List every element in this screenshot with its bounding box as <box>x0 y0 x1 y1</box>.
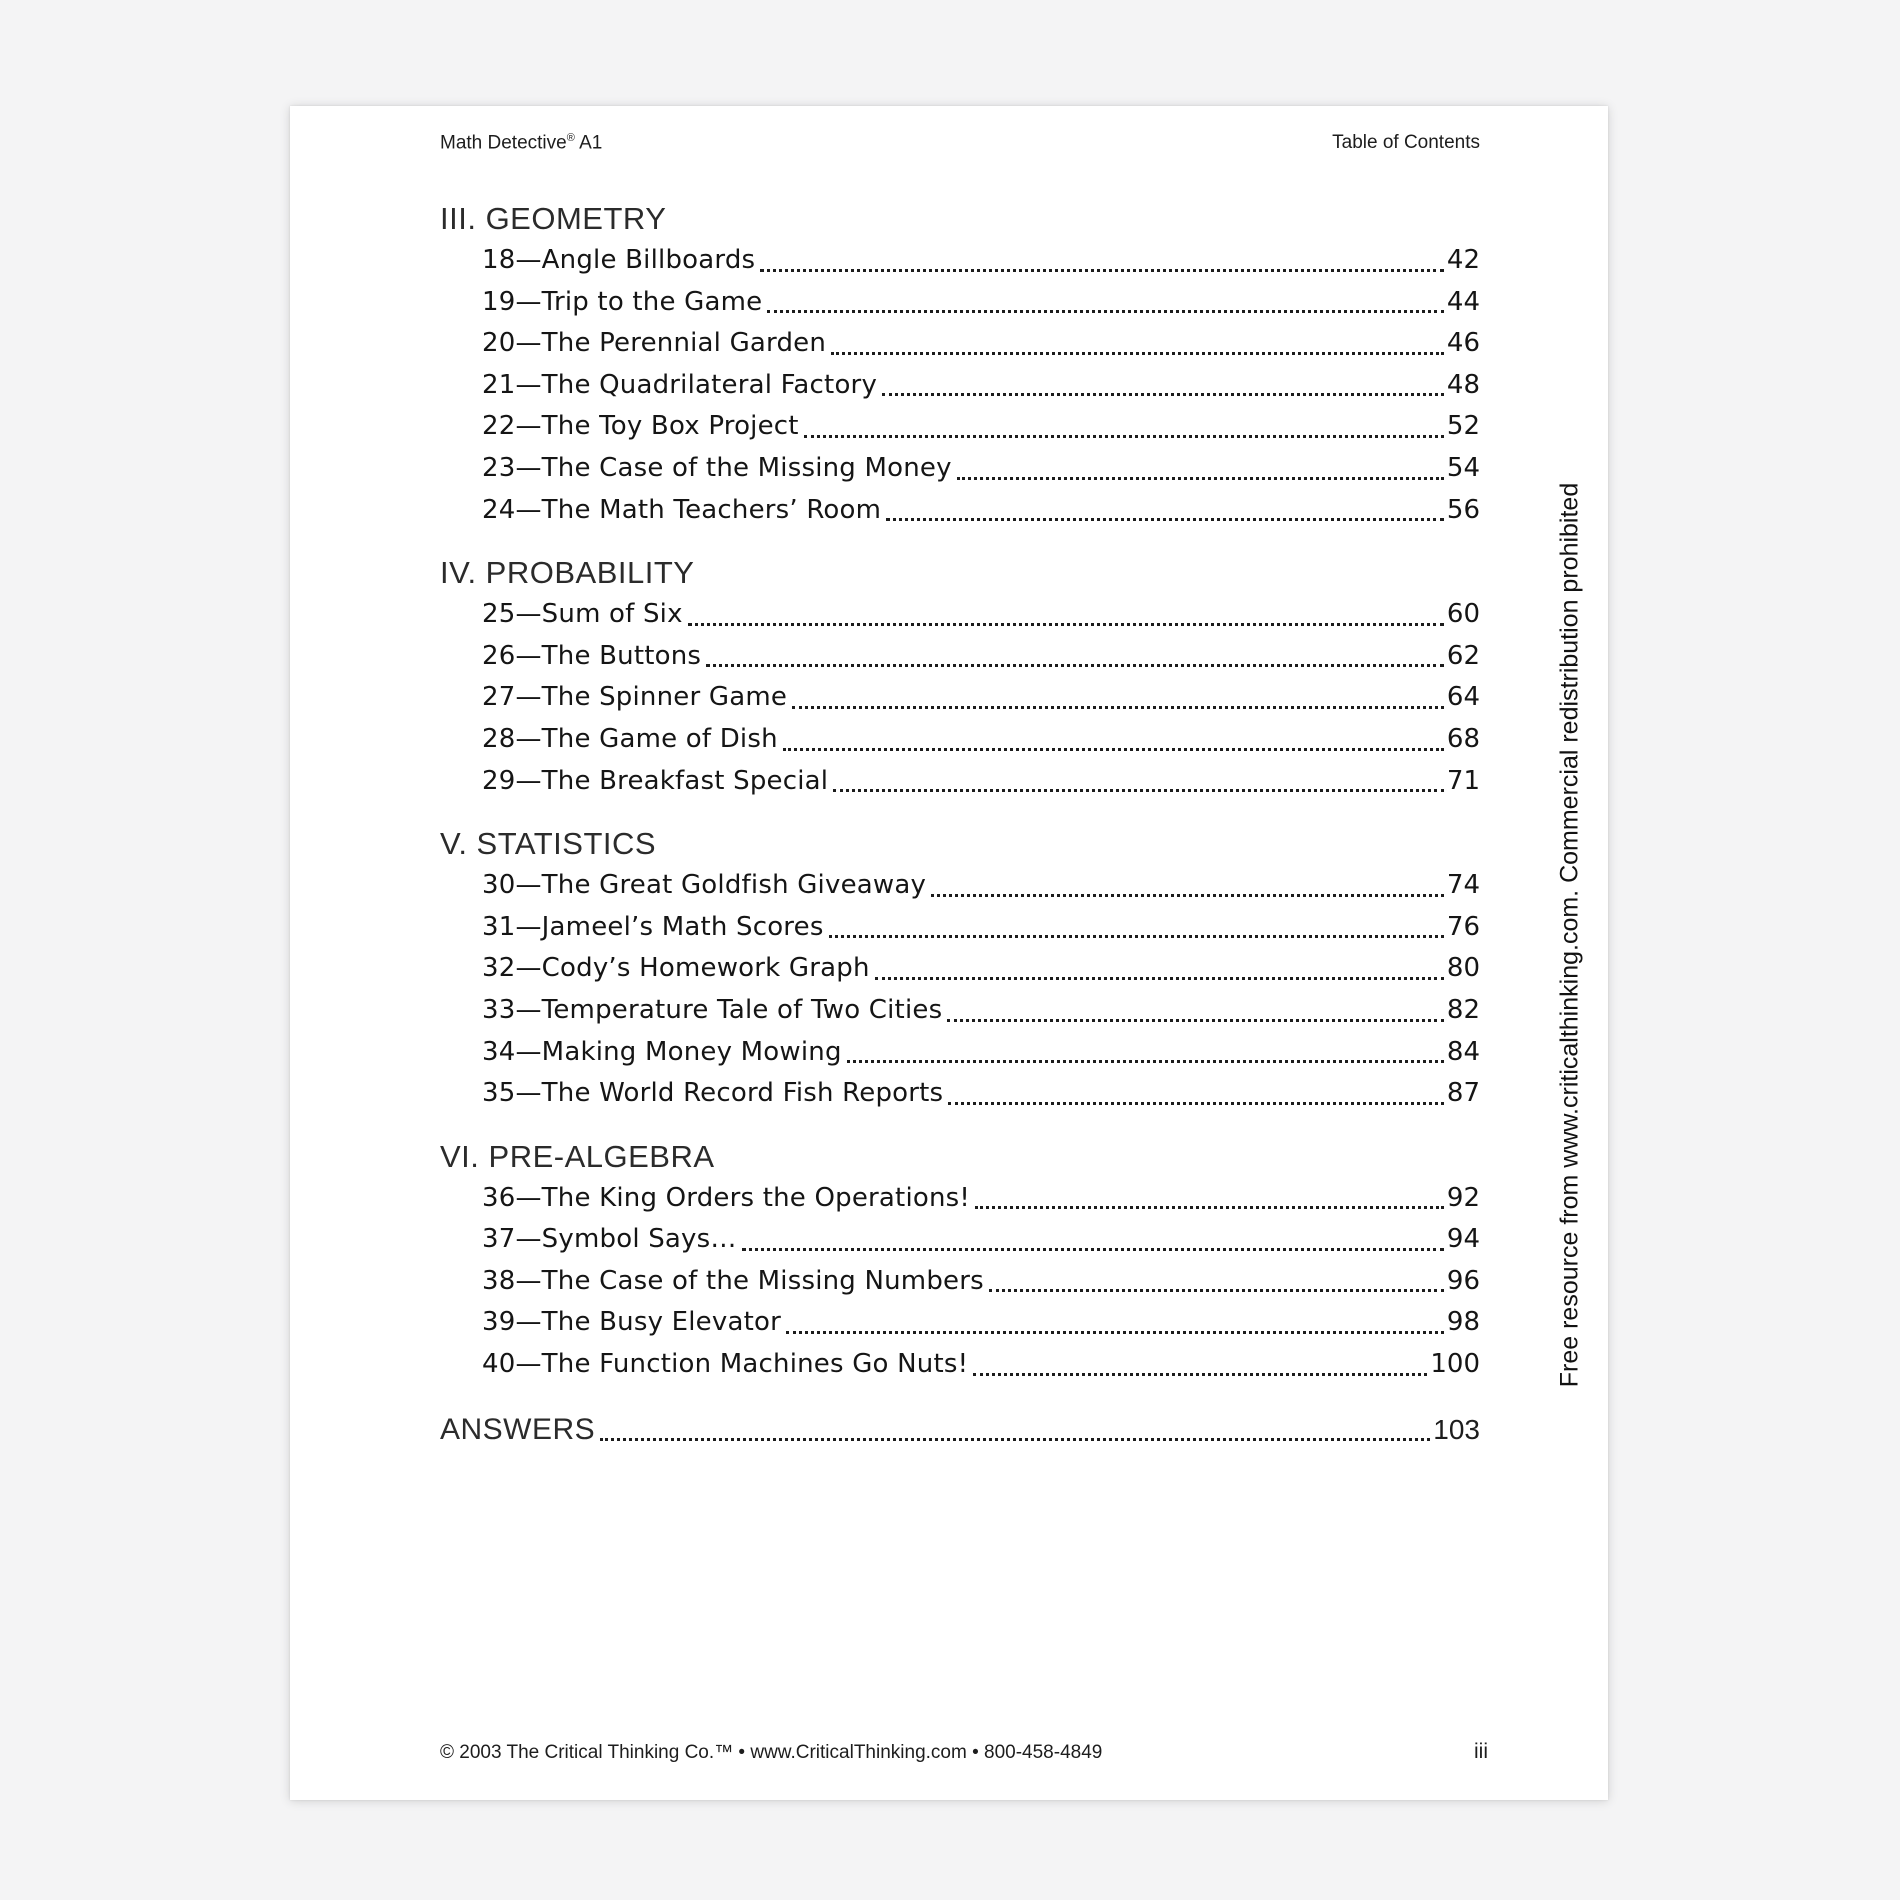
toc-entry-label: 29—The Breakfast Special <box>482 765 829 796</box>
registered-trademark-symbol: ® <box>566 132 575 144</box>
header-brand-text: Math Detective <box>440 132 567 154</box>
toc-entry-label: 34—Making Money Mowing <box>482 1036 842 1067</box>
toc-entry-label: 32—Cody’s Homework Graph <box>482 953 870 984</box>
toc-entry <box>440 406 1480 448</box>
dot-leader <box>829 935 1444 938</box>
toc-entry <box>440 719 1480 761</box>
dot-leader <box>957 477 1444 480</box>
answers-label: ANSWERS <box>440 1412 596 1446</box>
toc-entry-page: 46 <box>1446 328 1480 359</box>
footer-copyright: © 2003 The Critical Thinking Co.™ • www.CriticalThinking.com • 800-458-4849 <box>440 1742 1103 1763</box>
toc-entry-page: 94 <box>1446 1224 1480 1255</box>
dot-leader <box>847 1060 1444 1063</box>
toc-entry <box>440 1073 1480 1115</box>
dot-leader <box>831 352 1444 355</box>
toc-entry-page: 80 <box>1446 953 1480 984</box>
toc-entry-label: 18—Angle Billboards <box>482 245 756 275</box>
toc-entry <box>440 282 1480 324</box>
toc-entry <box>440 1302 1480 1344</box>
dot-leader <box>973 1373 1427 1376</box>
copyright-sidebar-note: Free resource from www.criticalthinking.com. Commercial redistribution prohibited <box>1555 482 1584 1388</box>
answers-row <box>440 1409 1480 1451</box>
toc-entry-page: 74 <box>1446 870 1480 901</box>
dot-leader <box>760 269 1444 272</box>
dot-leader <box>783 748 1444 751</box>
dot-leader <box>948 1102 1444 1105</box>
toc-entry <box>440 990 1480 1032</box>
toc-entry <box>440 907 1480 949</box>
dot-leader <box>786 1331 1444 1334</box>
header-brand-suffix: A1 <box>574 132 603 154</box>
toc-entry-label: 35—The World Record Fish Reports <box>482 1078 944 1109</box>
dot-leader <box>975 1206 1444 1209</box>
toc-entry-page: 64 <box>1446 682 1480 713</box>
dot-leader <box>931 894 1444 897</box>
toc-entry-label: 24—The Math Teachers’ Room <box>482 494 882 525</box>
toc-entry-label: 19—Trip to the Game <box>482 286 763 317</box>
dot-leader <box>742 1248 1444 1251</box>
toc-entry <box>440 490 1480 532</box>
toc-entry-page: 87 <box>1446 1078 1480 1109</box>
toc-entry-page: 84 <box>1446 1036 1480 1067</box>
toc-entry <box>440 677 1480 719</box>
dot-leader <box>688 623 1444 626</box>
dot-leader <box>989 1289 1444 1292</box>
header-book-title <box>440 132 602 154</box>
toc-entry <box>440 594 1480 636</box>
dot-leader <box>706 664 1444 667</box>
toc-entry-label: 23—The Case of the Missing Money <box>482 452 952 483</box>
toc-entry <box>440 636 1480 678</box>
toc-entry-label: 21—The Quadrilateral Factory <box>482 369 878 400</box>
dot-leader <box>804 435 1444 438</box>
toc-entry-label: 25—Sum of Six <box>482 599 683 630</box>
toc-entry-page: 98 <box>1446 1307 1480 1338</box>
toc-entry <box>440 1261 1480 1303</box>
toc-entry-page: 42 <box>1446 245 1480 275</box>
dot-leader <box>767 310 1444 313</box>
toc-entry-label: 27—The Spinner Game <box>482 682 788 713</box>
toc-entry-page: 54 <box>1446 452 1480 483</box>
toc-entry <box>440 1032 1480 1074</box>
toc-entry-page: 96 <box>1446 1265 1480 1296</box>
toc-entry <box>440 323 1480 365</box>
toc-entry-label: 36—The King Orders the Operations! <box>482 1182 971 1213</box>
header-page-title: Table of Contents <box>1332 132 1480 153</box>
dot-leader <box>792 706 1444 709</box>
section-heading: III. GEOMETRY <box>440 201 667 236</box>
section-heading: IV. PROBABILITY <box>440 555 695 591</box>
toc-entry-page: 62 <box>1446 640 1480 671</box>
page-footer <box>440 1740 1488 1764</box>
toc-entry <box>440 240 1480 282</box>
toc-entry-label: 26—The Buttons <box>482 640 702 671</box>
toc-entry-page: 56 <box>1446 494 1480 525</box>
dot-leader <box>882 393 1444 396</box>
toc-entry <box>440 1178 1480 1220</box>
dot-leader <box>947 1019 1444 1022</box>
toc-entry-page: 92 <box>1446 1182 1480 1213</box>
toc-entry-page: 71 <box>1446 765 1480 796</box>
toc-entry-label: 39—The Busy Elevator <box>482 1307 781 1338</box>
toc-entry-page: 76 <box>1446 911 1480 942</box>
toc-entry <box>440 365 1480 407</box>
toc-entry <box>440 448 1480 490</box>
toc-entry-page: 60 <box>1446 599 1480 630</box>
document-page <box>290 106 1608 1800</box>
dot-leader <box>833 789 1444 792</box>
dot-leader <box>600 1438 1430 1441</box>
dot-leader <box>875 977 1444 980</box>
toc-entry <box>440 761 1480 803</box>
toc-entry <box>440 1219 1480 1261</box>
section-heading: V. STATISTICS <box>440 826 657 862</box>
toc-entry-label: 31—Jameel’s Math Scores <box>482 911 824 942</box>
toc-sections <box>440 198 1480 1451</box>
toc-entry-label: 30—The Great Goldfish Giveaway <box>482 870 927 901</box>
toc-entry <box>440 1344 1480 1386</box>
toc-entry-label: 40—The Function Machines Go Nuts! <box>482 1349 969 1380</box>
toc-entry <box>440 948 1480 990</box>
toc-entry-label: 38—The Case of the Missing Numbers <box>482 1265 984 1296</box>
dot-leader <box>886 518 1444 521</box>
toc-entry-page: 82 <box>1446 994 1480 1025</box>
toc-entry-label: 20—The Perennial Garden <box>482 328 827 359</box>
footer-page-number: iii <box>1474 1740 1488 1763</box>
toc-entry-page: 52 <box>1446 411 1480 442</box>
page-header <box>440 132 1480 154</box>
toc-entry <box>440 865 1480 907</box>
toc-entry-label: 37—Symbol Says… <box>482 1224 737 1255</box>
toc-entry-label: 33—Temperature Tale of Two Cities <box>482 994 943 1025</box>
toc-entry-label: 28—The Game of Dish <box>482 723 778 754</box>
toc-entry-page: 48 <box>1446 369 1480 400</box>
toc-entry-page: 44 <box>1446 286 1480 317</box>
toc-entry-label: 22—The Toy Box Project <box>482 411 799 442</box>
toc-entry-page: 100 <box>1430 1349 1480 1380</box>
answers-page: 103 <box>1433 1413 1480 1445</box>
section-heading: VI. PRE-ALGEBRA <box>440 1138 715 1174</box>
toc-entry-page: 68 <box>1446 723 1480 754</box>
